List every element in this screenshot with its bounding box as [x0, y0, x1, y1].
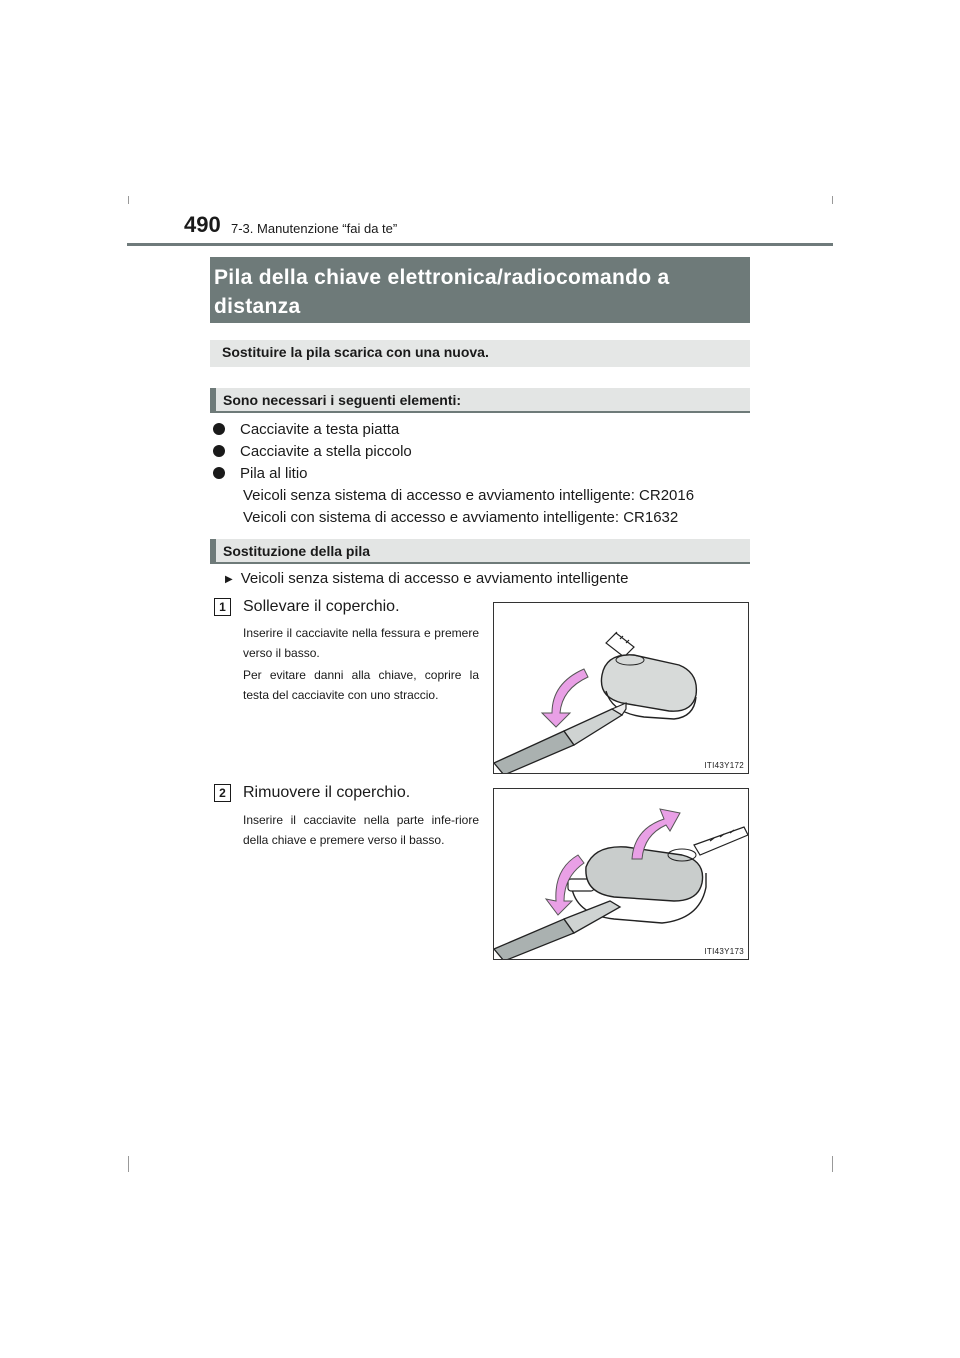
list-item-text: Pila al litio	[240, 465, 308, 482]
subheading-text: Veicoli senza sistema di accesso e avviamento intelligente	[240, 570, 629, 587]
crop-mark	[128, 196, 129, 204]
bullet-icon	[213, 423, 225, 435]
arrow-down-icon	[542, 669, 588, 727]
list-item-text: Cacciavite a stella piccolo	[240, 443, 412, 460]
key-blade	[606, 632, 634, 657]
list-item-text: Cacciavite a testa piatta	[240, 421, 400, 438]
bullet-icon	[213, 445, 225, 457]
vehicle-variant-subheading	[225, 570, 628, 587]
crop-mark	[832, 1156, 833, 1172]
figure-code: ITI43Y172	[704, 761, 744, 770]
battery-note: Veicoli senza sistema di accesso e avviamento intelligente: CR2016	[243, 487, 695, 504]
section-title-banner	[210, 257, 750, 323]
screwdriver-shaft	[494, 919, 574, 960]
bullet-icon	[213, 467, 225, 479]
page-title-line1: Pila della chiave elettronica/radiocomando a	[214, 266, 670, 289]
step-description: Per evitare danni alla chiave, coprire la testa del cacciavite con uno straccio.	[243, 668, 479, 702]
page-number: 490	[184, 212, 221, 237]
replacement-heading: Sostituzione della pila	[210, 539, 750, 564]
key-screwdriver-illustration	[494, 603, 749, 774]
key-screwdriver-illustration	[494, 789, 749, 960]
intro-note: Sostituire la pila scarica con una nuova.	[210, 340, 750, 367]
step-description: Inserire il cacciavite nella fessura e premere verso il basso.	[243, 626, 479, 660]
step-description: Inserire il cacciavite nella parte infe-riore della chiave e premere verso il basso.	[243, 813, 479, 847]
battery-note: Veicoli con sistema di accesso e avviamento intelligente: CR1632	[243, 509, 679, 526]
crop-mark	[832, 196, 833, 204]
page-title-line2: distanza	[214, 295, 301, 318]
step-number-badge: 2	[214, 784, 231, 802]
screwdriver-shaft	[494, 731, 574, 774]
crop-mark	[128, 1156, 129, 1172]
list-item	[213, 441, 412, 463]
list-item	[213, 463, 308, 485]
triangle-right-icon: ▶	[225, 574, 233, 585]
key-cover	[586, 847, 703, 901]
step-title: Rimuovere il coperchio.	[243, 784, 411, 801]
list-item	[213, 419, 399, 441]
step-number-badge: 1	[214, 598, 231, 616]
breadcrumb: 7-3. Manutenzione “fai da te”	[231, 221, 398, 236]
step-title: Sollevare il coperchio.	[243, 598, 400, 615]
figure-lift-cover	[493, 602, 749, 774]
required-items-heading: Sono necessari i seguenti elementi:	[210, 388, 750, 413]
key-blade	[694, 827, 748, 855]
header-rule	[127, 243, 833, 246]
figure-remove-cover	[493, 788, 749, 960]
figure-code: ITI43Y173	[704, 947, 744, 956]
key-head	[601, 655, 696, 711]
